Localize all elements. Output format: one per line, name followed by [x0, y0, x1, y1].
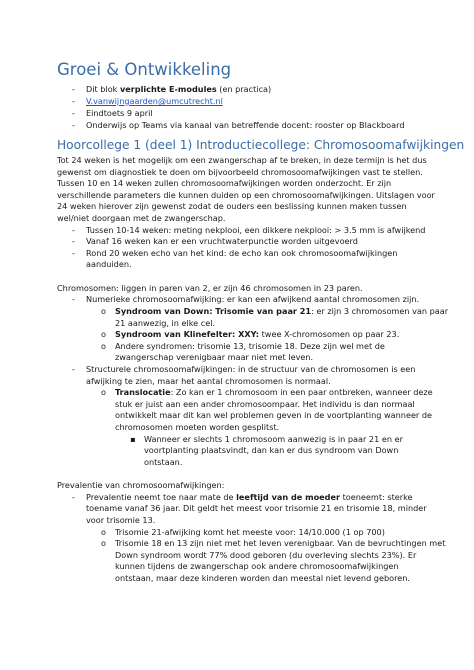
- section-heading: Hoorcollege 1 (deel 1) Introductiecollege: Chromosoomafwijkingen: [57, 138, 465, 152]
- sublist-item-andere: Andere syndromen: trisomie 13, trisomie 18. Deze zijn wel met de: [115, 341, 385, 351]
- paragraph-line: wel/niet doorgaan met de zwangerschap.: [57, 213, 226, 223]
- paragraph-line: Chromosomen: liggen in paren van 2, er zijn 46 chromosomen in 23 paren.: [57, 283, 363, 293]
- sublist-item-continuation: stuk er juist aan een ander chromosoompaar. Het individu is dan normaal: [115, 399, 415, 409]
- list-item: Numerieke chromosoomafwijking: er kan een afwijkend aantal chromosomen zijn.: [86, 294, 420, 304]
- list-item-continuation: toename vanaf 36 jaar. Dit geldt het meest voor trisomie 21 en trisomie 18, minder: [86, 503, 427, 513]
- paragraph-line: Tot 24 weken is het mogelijk om een zwangerschap af te breken, in deze termijn is het dus: [57, 155, 427, 165]
- list-item-prevalentie: Prevalentie neemt toe naar mate de leeftijd van de moeder toeneemt: sterke: [86, 492, 413, 502]
- circle-bullet: o: [101, 387, 106, 397]
- dash-bullet: -: [72, 364, 75, 374]
- sublist-item: Trisomie 18 en 13 zijn niet met het leven verenigbaar. Van de bevruchtingen met: [115, 538, 446, 548]
- sublist-item-continuation: zwangerschap verenigbaar maar niet met leven.: [115, 352, 314, 362]
- intro-item-teams: Onderwijs op Teams via kanaal van betreffende docent: rooster op Blackboard: [86, 120, 405, 130]
- circle-bullet: o: [101, 538, 106, 548]
- list-item: Rond 20 weken echo van het kind: de echo kan ook chromosoomafwijkingen: [86, 248, 398, 258]
- dash-bullet: -: [72, 294, 75, 304]
- paragraph-line: 24 weken hierover zijn gewenst zodat de ouders een beslissing kunnen maken tussen: [57, 201, 407, 211]
- circle-bullet: o: [101, 329, 106, 339]
- dash-bullet: -: [72, 108, 75, 118]
- paragraph-line: verschillende parameters die kunnen duiden op een chromosoomafwijkingen. Uitslagen voor: [57, 190, 435, 200]
- paragraph-heading: Prevalentie van chromosoomafwijkingen:: [57, 480, 225, 490]
- sub-sublist-item: Wanneer er slechts 1 chromosoom aanwezig is in paar 21 en er: [144, 434, 403, 444]
- intro-item-emodules: Dit blok verplichte E-modules (en practica): [86, 84, 272, 94]
- list-item-continuation: aanduiden.: [86, 259, 132, 269]
- sublist-item-klinefelter: Syndroom van Klinefelter: XXY: twee X-chromosomen op paar 23.: [115, 329, 400, 339]
- sublist-item: Trisomie 21-afwijking komt het meeste voor: 14/10.000 (1 op 700): [115, 527, 385, 537]
- sublist-item-continuation: 21 aanwezig, in elke cel.: [115, 318, 216, 328]
- dash-bullet: -: [72, 120, 75, 130]
- dash-bullet: -: [72, 236, 75, 246]
- email-link[interactable]: V.vanwijngaarden@umcutrecht.nl: [86, 96, 223, 106]
- paragraph-line: Tussen 10 en 14 weken zullen chromosoomafwijkingen worden onderzocht. Er zijn: [57, 178, 392, 188]
- dash-bullet: -: [72, 84, 75, 94]
- sublist-item-translocatie: Translocatie: Zo kan er 1 chromosoom in een paar ontbreken, wanneer deze: [115, 387, 433, 397]
- intro-item-eindtoets: Eindtoets 9 april: [86, 108, 153, 118]
- circle-bullet: o: [101, 341, 106, 351]
- dash-bullet: -: [72, 248, 75, 258]
- list-item-continuation: afwijking te zien, maar het aantal chromosomen is normaal.: [86, 376, 331, 386]
- paragraph-line: gewenst om diagnostiek te doen om bijvoorbeeld chromosoomafwijkingen vast te stellen.: [57, 167, 423, 177]
- square-bullet: ▪: [130, 434, 136, 444]
- dash-bullet: -: [72, 225, 75, 235]
- dash-bullet: -: [72, 492, 75, 502]
- list-item: Vanaf 16 weken kan er een vruchtwaterpunctie worden uitgevoerd: [86, 236, 358, 246]
- list-item: Structurele chromosoomafwijkingen: in de structuur van de chromosomen is een: [86, 364, 416, 374]
- sublist-item-continuation: ontwikkelt maar dit kan wel problemen geven in de voortplanting wanneer de: [115, 410, 433, 420]
- sublist-item-continuation: ontstaan, maar deze kinderen worden dan meestal niet levend geboren.: [115, 573, 410, 583]
- sublist-item-continuation: Down syndroom wordt 77% dood geboren (du overleving slechts 23%). Er: [115, 550, 417, 560]
- list-item-continuation: voor trisomie 13.: [86, 515, 156, 525]
- sublist-item-continuation: kunnen tijdens de zwangerschap ook andere chromosoomafwijkingen: [115, 561, 399, 571]
- document-title: Groei & Ontwikkeling: [57, 60, 232, 79]
- dash-bullet: -: [72, 96, 75, 106]
- sublist-item-continuation: chromosomen moeten worden gesplitst.: [115, 422, 280, 432]
- list-item: Tussen 10-14 weken: meting nekplooi, een dikkere nekplooi: > 3.5 mm is afwijkend: [86, 225, 426, 235]
- sublist-item-down: Syndroom van Down: Trisomie van paar 21: er zijn 3 chromosomen van paar: [115, 306, 449, 316]
- sub-sublist-item-continuation: ontstaan.: [144, 457, 183, 467]
- sub-sublist-item-continuation: voortplanting plaatsvindt, dan kan er dus syndroom van Down: [144, 445, 399, 455]
- circle-bullet: o: [101, 306, 106, 316]
- circle-bullet: o: [101, 527, 106, 537]
